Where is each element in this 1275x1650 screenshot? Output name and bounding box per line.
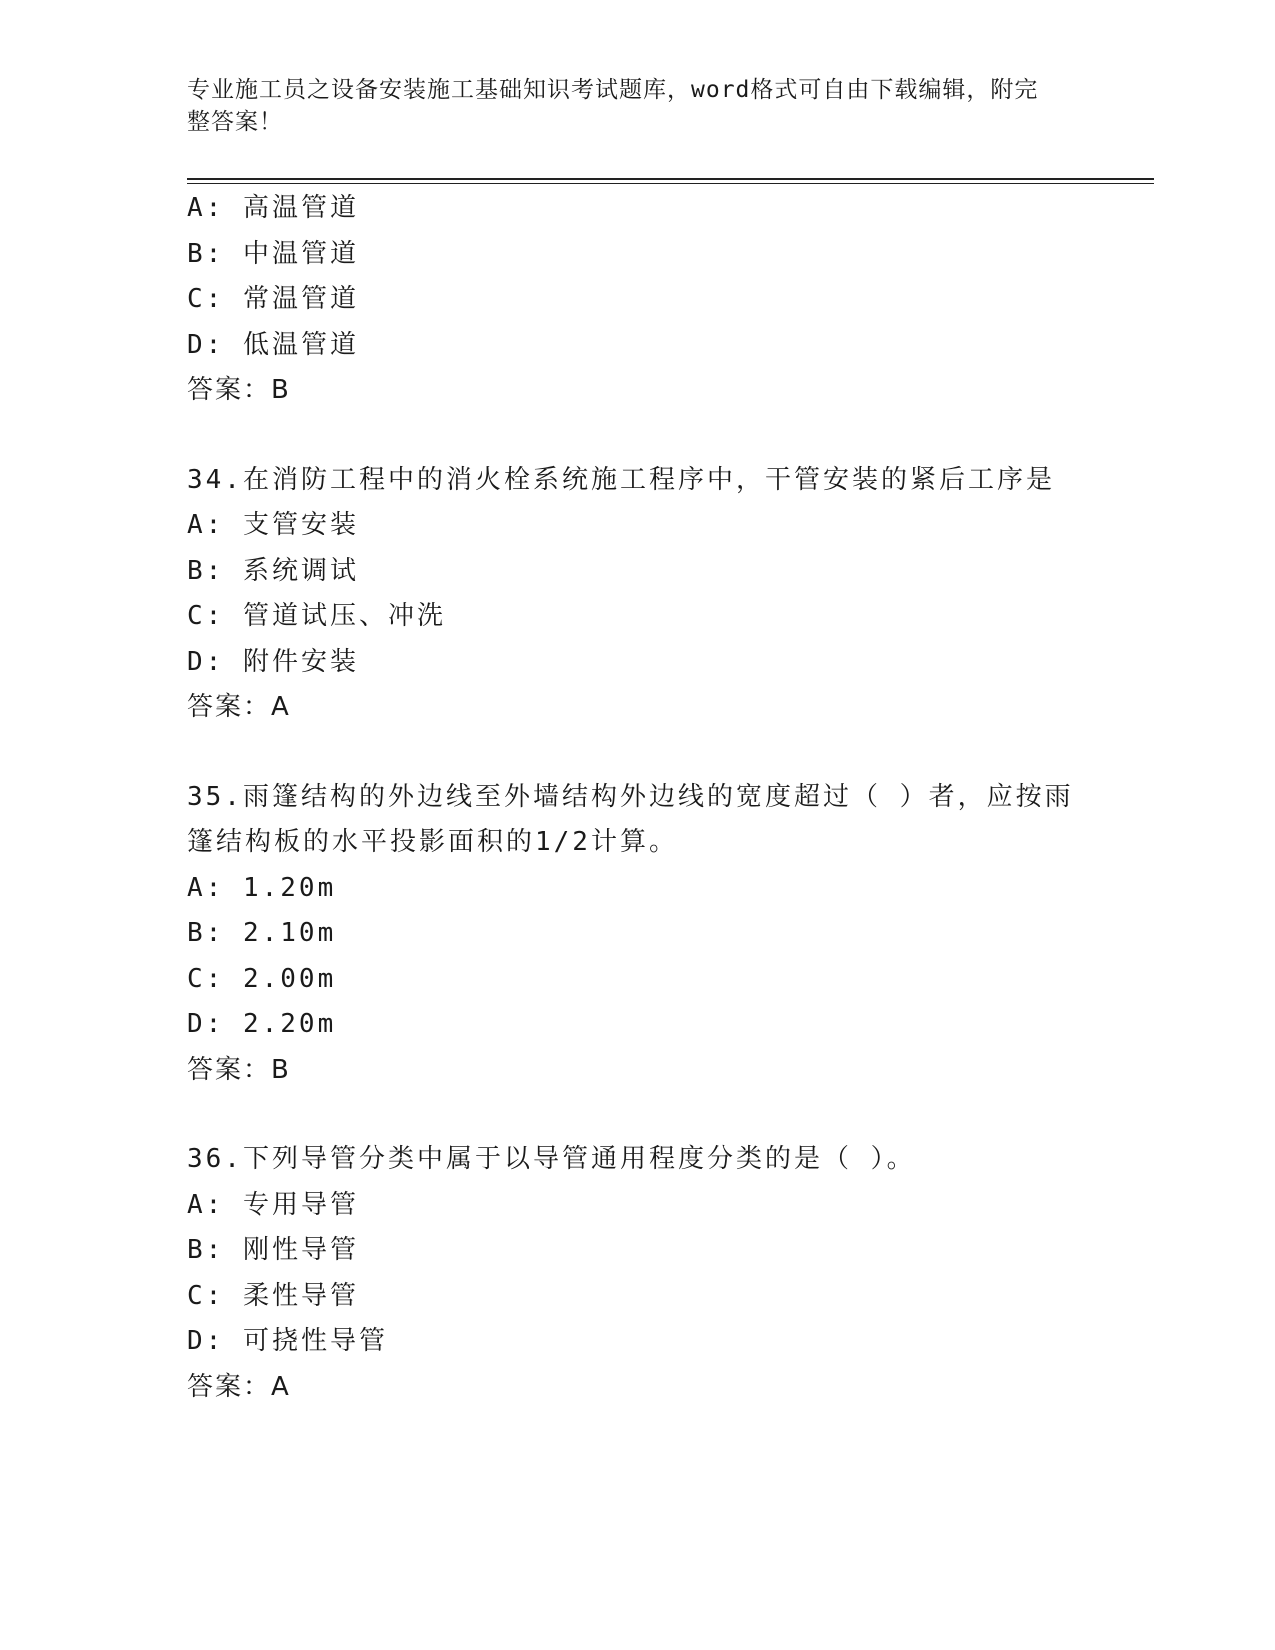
question-36	[187, 1137, 1067, 1410]
question-33	[187, 186, 1067, 414]
option-d: D: 2.20m	[187, 1009, 337, 1039]
answer: 答案：A	[187, 1371, 291, 1402]
option-a: A: 支管安装	[187, 510, 359, 540]
option-b: B: 刚性导管	[187, 1235, 359, 1265]
header-divider	[187, 178, 1154, 184]
option-d: D: 附件安装	[187, 646, 359, 677]
answer: 答案：A	[187, 692, 291, 722]
option-d: D: 可挠性导管	[187, 1326, 388, 1356]
header-line-2: 整答案！	[187, 109, 283, 135]
document-header	[187, 74, 1067, 138]
answer: 答案：B	[187, 375, 291, 405]
question-34	[187, 458, 1067, 731]
question-35	[187, 775, 1074, 1094]
option-c: C: 2.00m	[187, 963, 337, 994]
answer: 答案：B	[187, 1054, 291, 1085]
header-line-1: 专业施工员之设备安装施工基础知识考试题库，word格式可自由下载编辑，附完	[187, 77, 1039, 103]
option-b: B: 中温管道	[187, 238, 359, 269]
option-a: A: 1.20m	[187, 872, 337, 903]
option-c: C: 常温管道	[187, 284, 359, 314]
question-list	[187, 186, 1074, 1410]
question-text-line-2: 篷结构板的水平投影面积的1/2计算。	[187, 827, 678, 857]
question-text-line-1: 35.雨篷结构的外边线至外墙结构外边线的宽度超过（ ）者，应按雨	[187, 781, 1074, 812]
option-a: A: 专用导管	[187, 1189, 359, 1220]
option-d: D: 低温管道	[187, 329, 359, 360]
option-b: B: 系统调试	[187, 555, 359, 586]
option-b: B: 2.10m	[187, 918, 337, 948]
option-a: A: 高温管道	[187, 193, 359, 223]
option-c: C: 管道试压、冲洗	[187, 601, 446, 631]
question-text: 36.下列导管分类中属于以导管通用程度分类的是（ ）。	[187, 1144, 916, 1174]
question-text: 34.在消防工程中的消火栓系统施工程序中，干管安装的紧后工序是	[187, 464, 1055, 495]
option-c: C: 柔性导管	[187, 1280, 359, 1311]
